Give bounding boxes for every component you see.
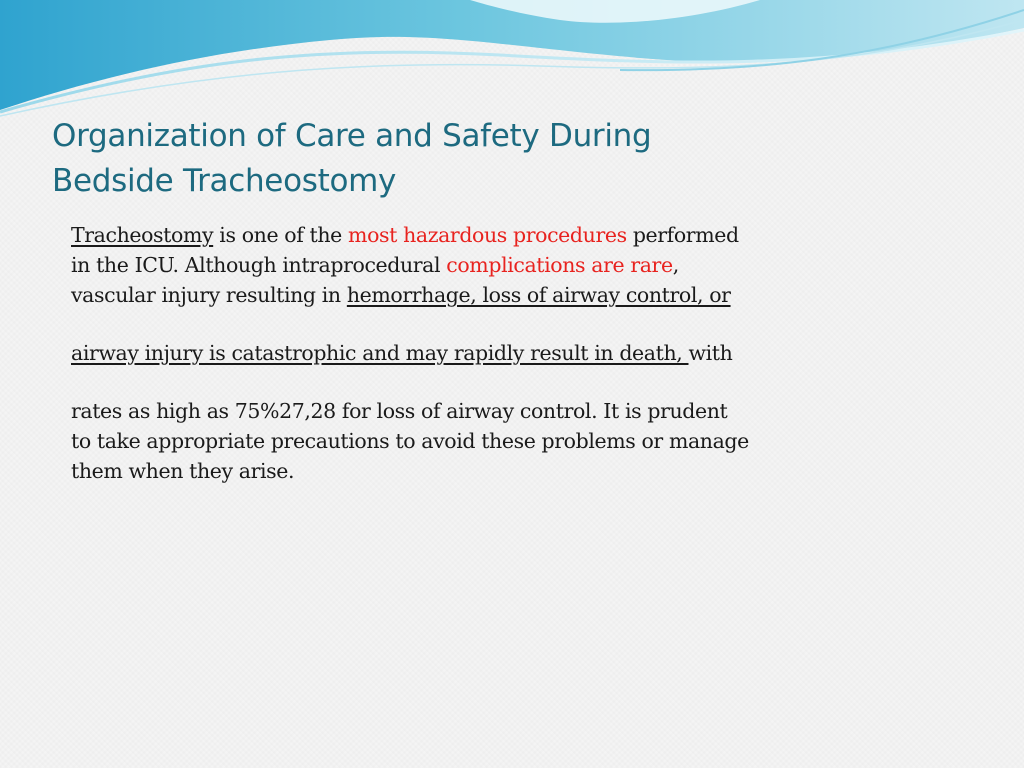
body-text: , bbox=[672, 253, 679, 277]
body-line-6: to take appropriate precautions to avoid these problems or manage bbox=[71, 429, 749, 453]
paragraph-gap bbox=[71, 368, 816, 396]
body-line-4 bbox=[71, 338, 816, 368]
body-line-7: them when they arise. bbox=[71, 459, 295, 483]
slide-title-line-1: Organization of Care and Safety During bbox=[52, 118, 652, 154]
body-text: vascular injury resulting in bbox=[71, 283, 347, 307]
body-line-5: rates as high as 75%27,28 for loss of airway control. It is prudent bbox=[71, 399, 728, 423]
emphasis-hazardous: most hazardous procedures bbox=[348, 223, 627, 247]
body-text: with bbox=[688, 341, 733, 365]
underlined-catastrophic: airway injury is catastrophic and may rapidly result in death, bbox=[71, 341, 689, 365]
slide-title-line-2: Bedside Tracheostomy bbox=[52, 163, 397, 199]
slide-body-text bbox=[71, 220, 816, 486]
body-line-1 bbox=[71, 220, 816, 250]
paragraph-gap bbox=[71, 310, 816, 338]
body-line-3 bbox=[71, 280, 816, 310]
term-tracheostomy: Tracheostomy bbox=[71, 223, 214, 247]
emphasis-complications: complications are rare bbox=[446, 253, 673, 277]
header-wave-decoration bbox=[0, 0, 1024, 120]
body-text: in the ICU. Although intraprocedural bbox=[71, 253, 447, 277]
body-text: performed bbox=[626, 223, 739, 247]
body-text: is one of the bbox=[213, 223, 349, 247]
underlined-risks: hemorrhage, loss of airway control, or bbox=[346, 283, 731, 307]
body-line-2 bbox=[71, 250, 816, 280]
slide-title bbox=[52, 114, 752, 204]
